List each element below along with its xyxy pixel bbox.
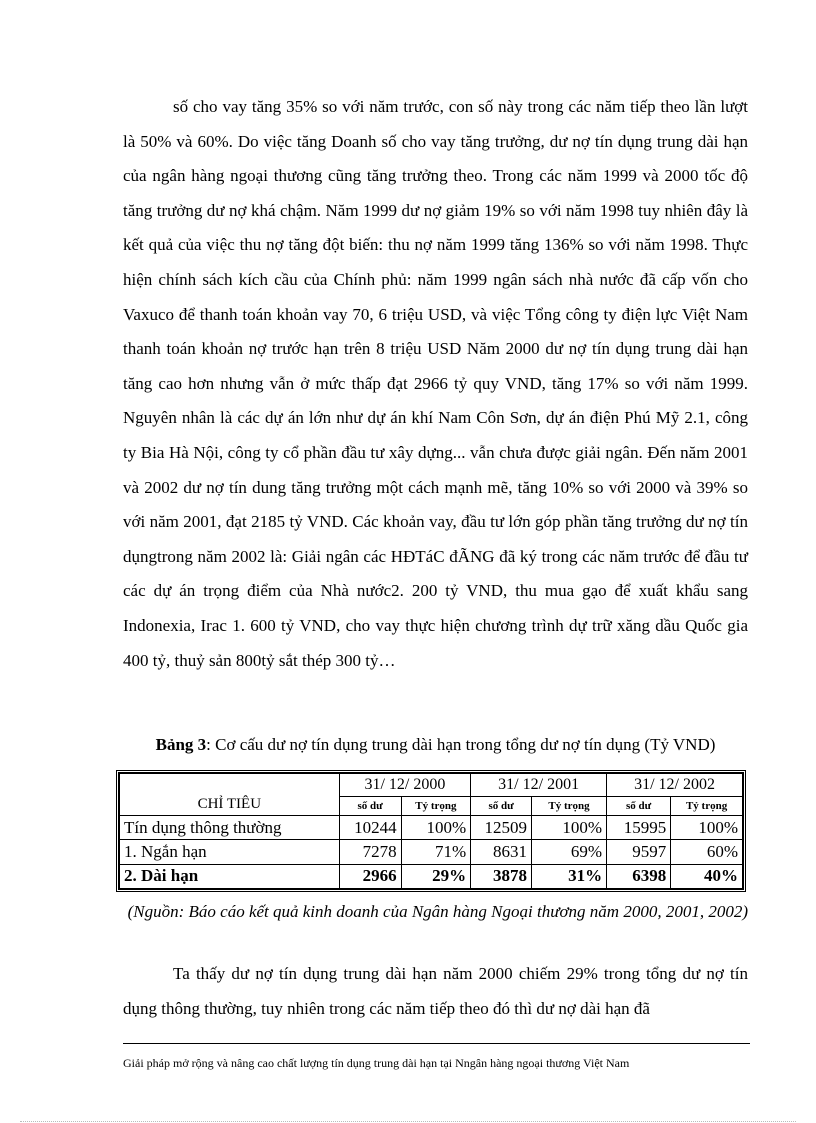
cell: 2966 [339,864,401,888]
balance-subheader: số dư [471,797,532,816]
cell: 10244 [339,816,401,840]
cell: 100% [401,816,471,840]
balance-subheader: số dư [339,797,401,816]
cell: 31% [532,864,607,888]
data-table [119,773,743,889]
row-label: Tín dụng thông thường [120,816,340,840]
year-header: 31/ 12/ 2000 [339,774,471,797]
paragraph-2: Ta thấy dư nợ tín dụng trung dài hạn năm 2000 chiếm 29% trong tổng dư nợ tín dụng thông thường, tuy nhiên trong các năm tiếp theo đó thì dư nợ dài hạn đã [123,964,748,1018]
table-row [120,864,743,888]
table-header-row [120,774,743,797]
source-note: (Nguồn: Báo cáo kết quả kinh doanh của Ngân hàng Ngoại thương năm 2000, 2001, 2002) [127,902,748,921]
body-text [123,90,748,678]
share-subheader: Tỷ trọng [671,797,743,816]
cell: 15995 [607,816,671,840]
year-header: 31/ 12/ 2002 [607,774,743,797]
cell: 71% [401,840,471,864]
cell: 60% [671,840,743,864]
table-caption [123,735,748,755]
cell: 12509 [471,816,532,840]
paragraph-1: số cho vay tăng 35% so với năm trước, con số này trong các năm tiếp theo lần lượt là 50% và 60%. Do việc tăng Doanh số cho vay tăng trưởng, dư nợ tín dụng trung dài hạn của ngân hàng ngoại thương cũng tăng trưởng theo. Trong các năm 1999 và 2000 tốc độ tăng trưởng dư nợ khá chậm. Năm 1999 dư nợ giảm 19% so với năm 1998 tuy nhiên đây là kết quả của việc thu nợ tăng đột biến: thu nợ năm 1999 tăng 136% so với năm 1998. Thực hiện chính sách kích cầu của Chính phủ: năm 1999 ngân sách nhà nước đã cấp vốn cho Vaxuco để thanh toán khoản vay 70, 6 triệu USD, và việc Tổng công ty điện lực Việt Nam thanh toán khoản nợ trước hạn trên 8 triệu USD Năm 2000 dư nợ tín dụng trung dài hạn tăng cao hơn nhưng vẫn ở mức thấp đạt 2966 tỷ quy VND, tăng 17% so với năm 1999. Nguyên nhân là các dự án lớn như dự án khí Nam Côn Sơn, dự án điện Phú Mỹ 2.1, công ty Bia Hà Nội, công ty cổ phần đầu tư xây dựng... vẫn chưa được giải ngân. Đến năm 2001 và 2002 dư nợ tín dung tăng trưởng một cách mạnh mẽ, tăng 10% so với 2000 và 39% so với năm 2001, đạt 2185 tỷ VND. Các khoản vay, đầu tư lớn góp phần tăng trưởng dư nợ tín dụngtrong năm 2002 là: Giải ngân các HĐTáC đÃNG đã ký trong các năm trước để đầu tư các dự án trọng điểm của Nhà nước2. 200 tỷ VND, thu mua gạo để xuất khẩu sang Indonexia, Irac 1. 600 tỷ VND, cho vay thực hiện chương trình dự trữ xăng dầu Quốc gia 400 tỷ, thuỷ sản 800tỷ sắt thép 300 tỷ… [123,97,748,670]
balance-subheader: số dư [607,797,671,816]
share-subheader: Tỷ trọng [532,797,607,816]
cell: 3878 [471,864,532,888]
cell: 7278 [339,840,401,864]
cell: 9597 [607,840,671,864]
cell: 69% [532,840,607,864]
table-caption-text: : Cơ cấu dư nợ tín dụng trung dài hạn trong tổng dư nợ tín dụng (Tỷ VND) [206,735,716,754]
cell: 29% [401,864,471,888]
page-footer: Giải pháp mở rộng và nâng cao chất lượng tín dụng trung dài hạn tại Nngân hàng ngoại thương Việt Nam [123,1056,630,1070]
cell: 8631 [471,840,532,864]
data-table-frame [116,770,746,892]
row-label: 1. Ngắn hạn [120,840,340,864]
table-row [120,816,743,840]
criteria-header: CHỈ TIÊU [120,774,340,816]
cell: 6398 [607,864,671,888]
footer-rule [123,1043,750,1044]
table-caption-label: Bảng 3 [155,735,207,754]
body-text-2 [123,957,748,1026]
cell: 100% [532,816,607,840]
year-header: 31/ 12/ 2001 [471,774,607,797]
cell: 100% [671,816,743,840]
share-subheader: Tỷ trọng [401,797,471,816]
table-row [120,840,743,864]
page-bottom-dotted-line [20,1121,796,1122]
row-label: 2. Dài hạn [120,864,340,888]
cell: 40% [671,864,743,888]
